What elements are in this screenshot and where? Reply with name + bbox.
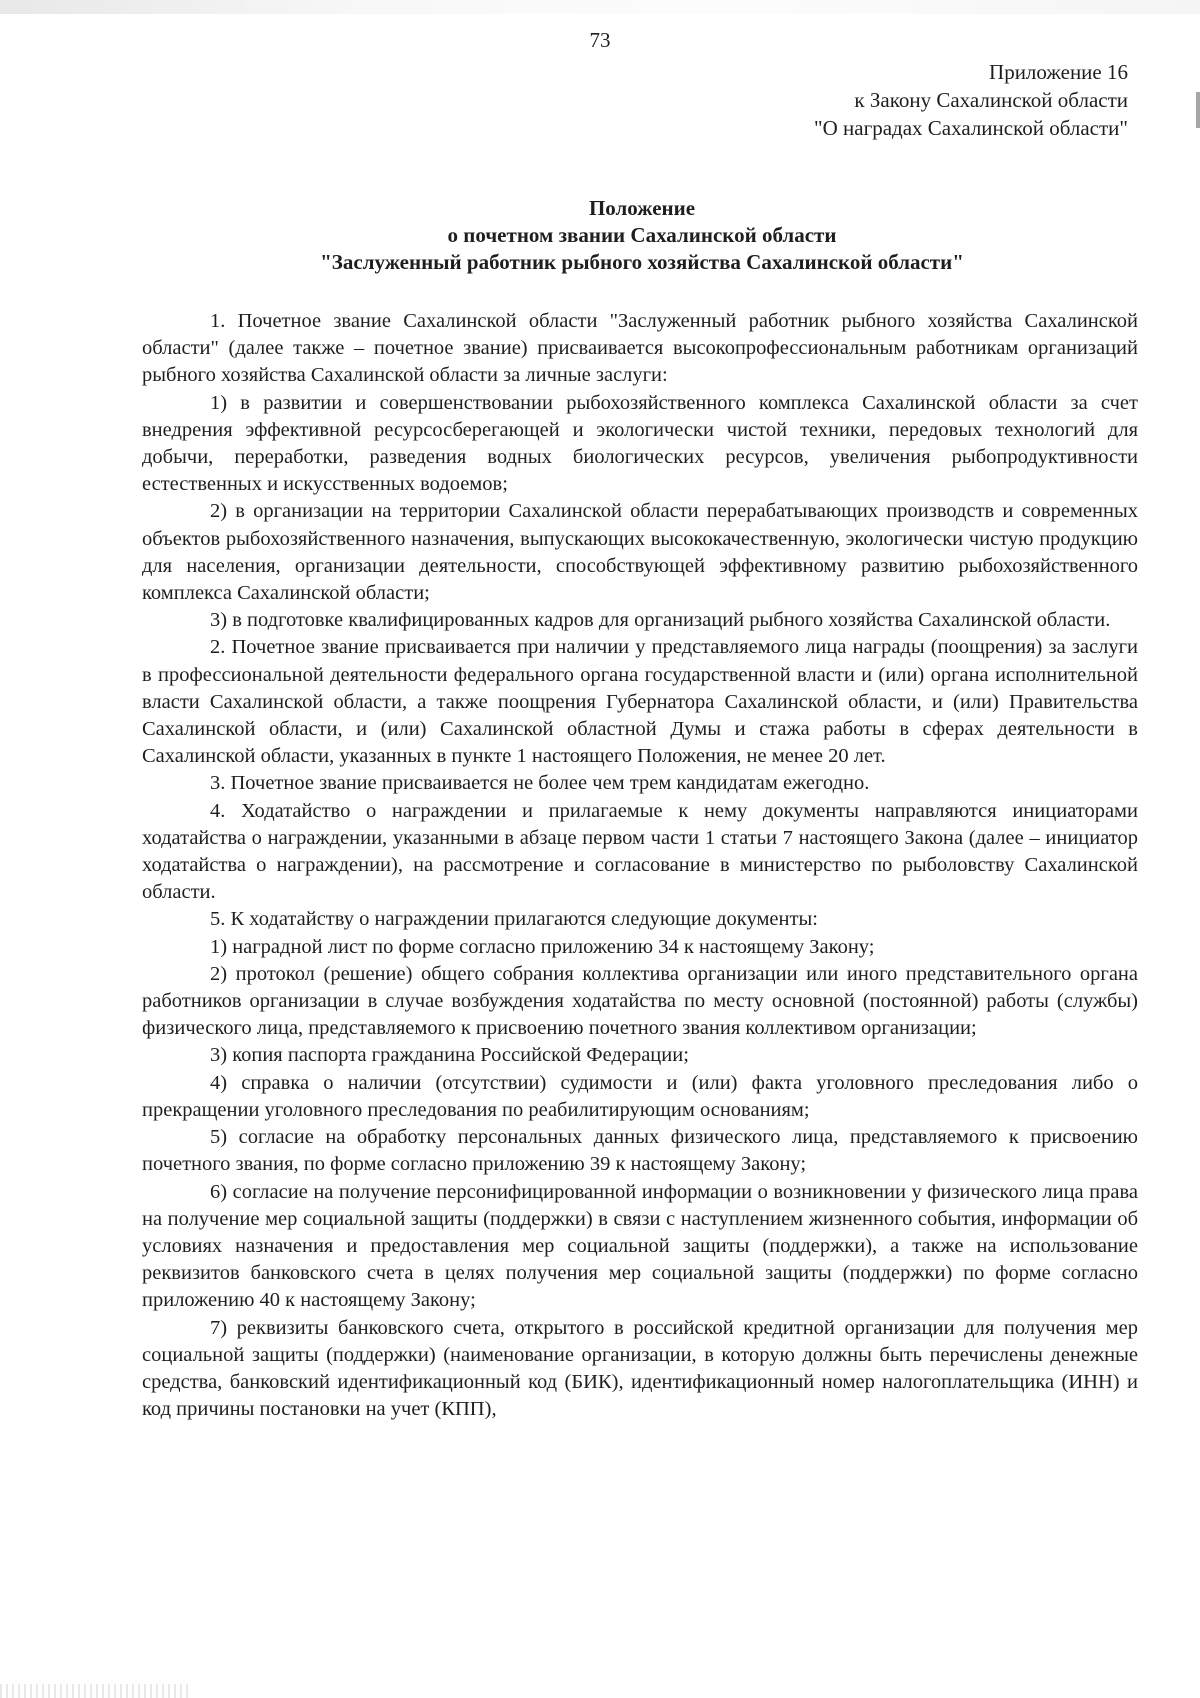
- title-line: Положение: [588, 196, 696, 220]
- paragraph: 4) справка о наличии (отсутствии) судимости и (или) факта уголовного преследования либо о прекращении уголовного преследования по реабилитирующим основаниям;: [142, 1071, 1138, 1121]
- scan-artifact-right: [1196, 92, 1200, 128]
- paragraph: 3) копия паспорта гражданина Российской Федерации;: [210, 1044, 689, 1067]
- paragraph: 6) согласие на получение персонифицированной информации о возникновении у физического лица права на получение мер социальной защиты (поддержки) в связи с наступлением жизненного события, информации об условиях назначения и предоставления мер социальной защиты (поддержки), а также на использование реквизитов банковского счета в целях получения мер социальной защиты (поддержки) по форме согласно приложению 40 к настоящему Закону;: [142, 1180, 1138, 1312]
- paragraph: 3. Почетное звание присваивается не более чем трем кандидатам ежегодно.: [210, 772, 870, 795]
- appendix-line: "О наградах Сахалинской области": [814, 116, 1128, 140]
- paragraph: 7) реквизиты банковского счета, открытого в российской кредитной организации для получения мер социальной защиты (поддержки) (наименование организации, в которую должны быть перечислены денежные средства, банковский идентификационный код (БИК), идентификационный номер налогоплательщика (ИНН) и код причины постановки на учет (КПП),: [142, 1316, 1138, 1421]
- paragraph: 1. Почетное звание Сахалинской области "Заслуженный работник рыбного хозяйства Сахалинской области" (далее также – почетное звание) присваивается высокопрофессиональным работникам организаций рыбного хозяйства Сахалинской области за личные заслуги:: [142, 310, 1138, 387]
- title-line: о почетном звании Сахалинской области: [447, 223, 837, 247]
- appendix-line: Приложение 16: [989, 60, 1128, 84]
- appendix-line: к Закону Сахалинской области: [854, 88, 1128, 112]
- paragraph: 2) протокол (решение) общего собрания коллектива организации или иного представительного органа работников организации в случае возбуждения ходатайства по месту основной (постоянной) работы (службы) физического лица, представляемого к присвоению почетного звания коллективом организации;: [142, 962, 1138, 1040]
- paragraph: 4. Ходатайство о награждении и прилагаемые к нему документы направляются инициаторами ходатайства о награждении, указанными в абзаце первом части 1 статьи 7 настоящего Закона (далее – инициатор ходатайства о награждении), на рассмотрение и согласование в министерство по рыболовству Сахалинской области.: [142, 799, 1138, 904]
- paragraph: 1) наградной лист по форме согласно приложению 34 к настоящему Закону;: [210, 935, 875, 958]
- paragraph: 1) в развитии и совершенствовании рыбохозяйственного комплекса Сахалинской области за счет внедрения эффективной ресурсосберегающей и экологически чистой техники, передовых технологий для добычи, переработки, разведения водных биологических ресурсов, увеличения рыбопродуктивности естественных и искусственных водоемов;: [142, 391, 1138, 496]
- paragraph: 2. Почетное звание присваивается при наличии у представляемого лица награды (поощрения) за заслуги в профессиональной деятельности федерального органа государственной власти и (или) органа исполнительной власти Сахалинской области, а также поощрения Губернатора Сахалинской области, и (или) Правительства Сахалинской области, и (или) Сахалинской областной Думы и стажа работы в сферах деятельности в Сахалинской области, указанных в пункте 1 настоящего Положения, не менее 20 лет.: [142, 636, 1138, 768]
- title-line: "Заслуженный работник рыбного хозяйства Сахалинской области": [320, 250, 964, 274]
- paragraph: 3) в подготовке квалифицированных кадров для организаций рыбного хозяйства Сахалинской области.: [210, 609, 1111, 632]
- paragraph: 5) согласие на обработку персональных данных физического лица, представляемого к присвоению почетного звания, по форме согласно приложению 39 к настоящему Закону;: [142, 1126, 1138, 1176]
- scan-artifact-bottom: [0, 1684, 190, 1698]
- paragraph: 5. К ходатайству о награждении прилагаются следующие документы:: [210, 908, 818, 931]
- document-body: [142, 308, 1138, 1423]
- appendix-reference: [814, 58, 1128, 142]
- scan-artifact-top: [0, 0, 1200, 14]
- page-number: 73: [589, 28, 611, 52]
- document-title: [0, 195, 1200, 276]
- paragraph: 2) в организации на территории Сахалинской области перерабатывающих производств и современных объектов рыбохозяйственного назначения, выпускающих высококачественную, экологически чистую продукцию для населения, организации деятельности, способствующей эффективному развитию рыбохозяйственного комплекса Сахалинской области;: [142, 500, 1138, 605]
